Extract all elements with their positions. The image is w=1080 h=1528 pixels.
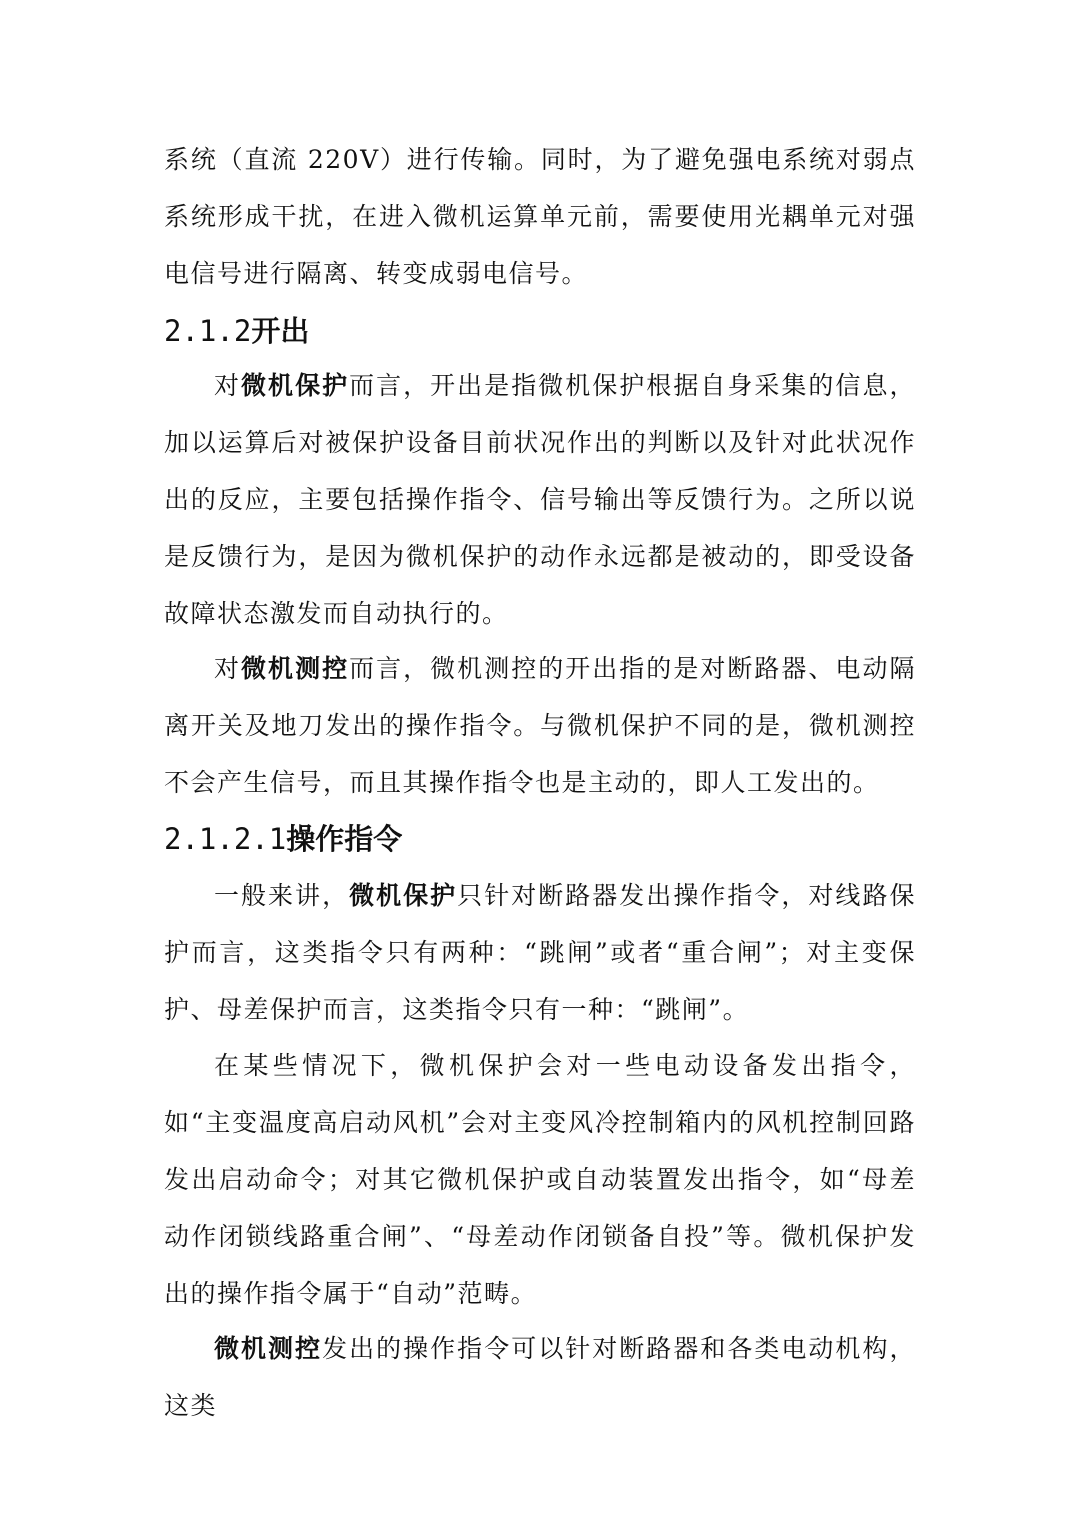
paragraph-protection-output	[164, 357, 916, 642]
section-heading-2-1-2	[164, 311, 916, 351]
bold-term: 微机测控	[214, 1334, 323, 1363]
paragraph-operation-commands	[164, 867, 916, 1038]
paragraph-measure-control-commands	[164, 1320, 916, 1434]
paragraph-body: 发出的操作指令可以针对断路器和各类电动机构，这类	[164, 1334, 916, 1420]
section-number: 2.1.2	[164, 314, 252, 348]
paragraph-continuation: 系统（直流 220V）进行传输。同时，为了避免强电系统对弱点系统形成干扰，在进入微机运算单元前，需要使用光耦单元对强电信号进行隔离、转变成弱电信号。	[164, 145, 916, 288]
paragraph-body: 而言，开出是指微机保护根据自身采集的信息，加以运算后对被保护设备目前状况作出的判断以及针对此状况作出的反应，主要包括操作指令、信号输出等反馈行为。之所以说是反馈行为，是因为微机保护的动作永远都是被动的，即受设备故障状态激发而自动执行的。	[164, 371, 916, 628]
bold-term: 微机测控	[241, 654, 350, 683]
bold-term: 微机保护	[241, 371, 350, 400]
bold-term: 微机保护	[349, 881, 458, 910]
paragraph-body: 而言，微机测控的开出指的是对断路器、电动隔离开关及地刀发出的操作指令。与微机保护不同的是，微机测控不会产生信号，而且其操作指令也是主动的，即人工发出的。	[164, 654, 916, 797]
paragraph-measure-control-output	[164, 640, 916, 811]
paragraph-special-cases: 在某些情况下，微机保护会对一些电动设备发出指令，如“主变温度高启动风机”会对主变风冷控制箱内的风机控制回路发出启动命令；对其它微机保护或自动装置发出指令，如“母差动作闭锁线路重合闸”、“母差动作闭锁备自投”等。微机保护发出的操作指令属于“自动”范畴。	[164, 1051, 916, 1308]
section-number: 2.1.2.1	[164, 822, 287, 856]
paragraph-lead: 对	[214, 654, 242, 683]
paragraph-body: 只针对断路器发出操作指令，对线路保护而言，这类指令只有两种：“跳闸”或者“重合闸”；对主变保护、母差保护而言，这类指令只有一种：“跳闸”。	[164, 881, 916, 1024]
section-title: 开出	[251, 314, 310, 348]
section-title: 操作指令	[286, 822, 403, 856]
paragraph-lead: 一般来讲，	[214, 881, 350, 910]
paragraph-lead: 对	[214, 371, 242, 400]
section-heading-2-1-2-1	[164, 819, 916, 859]
